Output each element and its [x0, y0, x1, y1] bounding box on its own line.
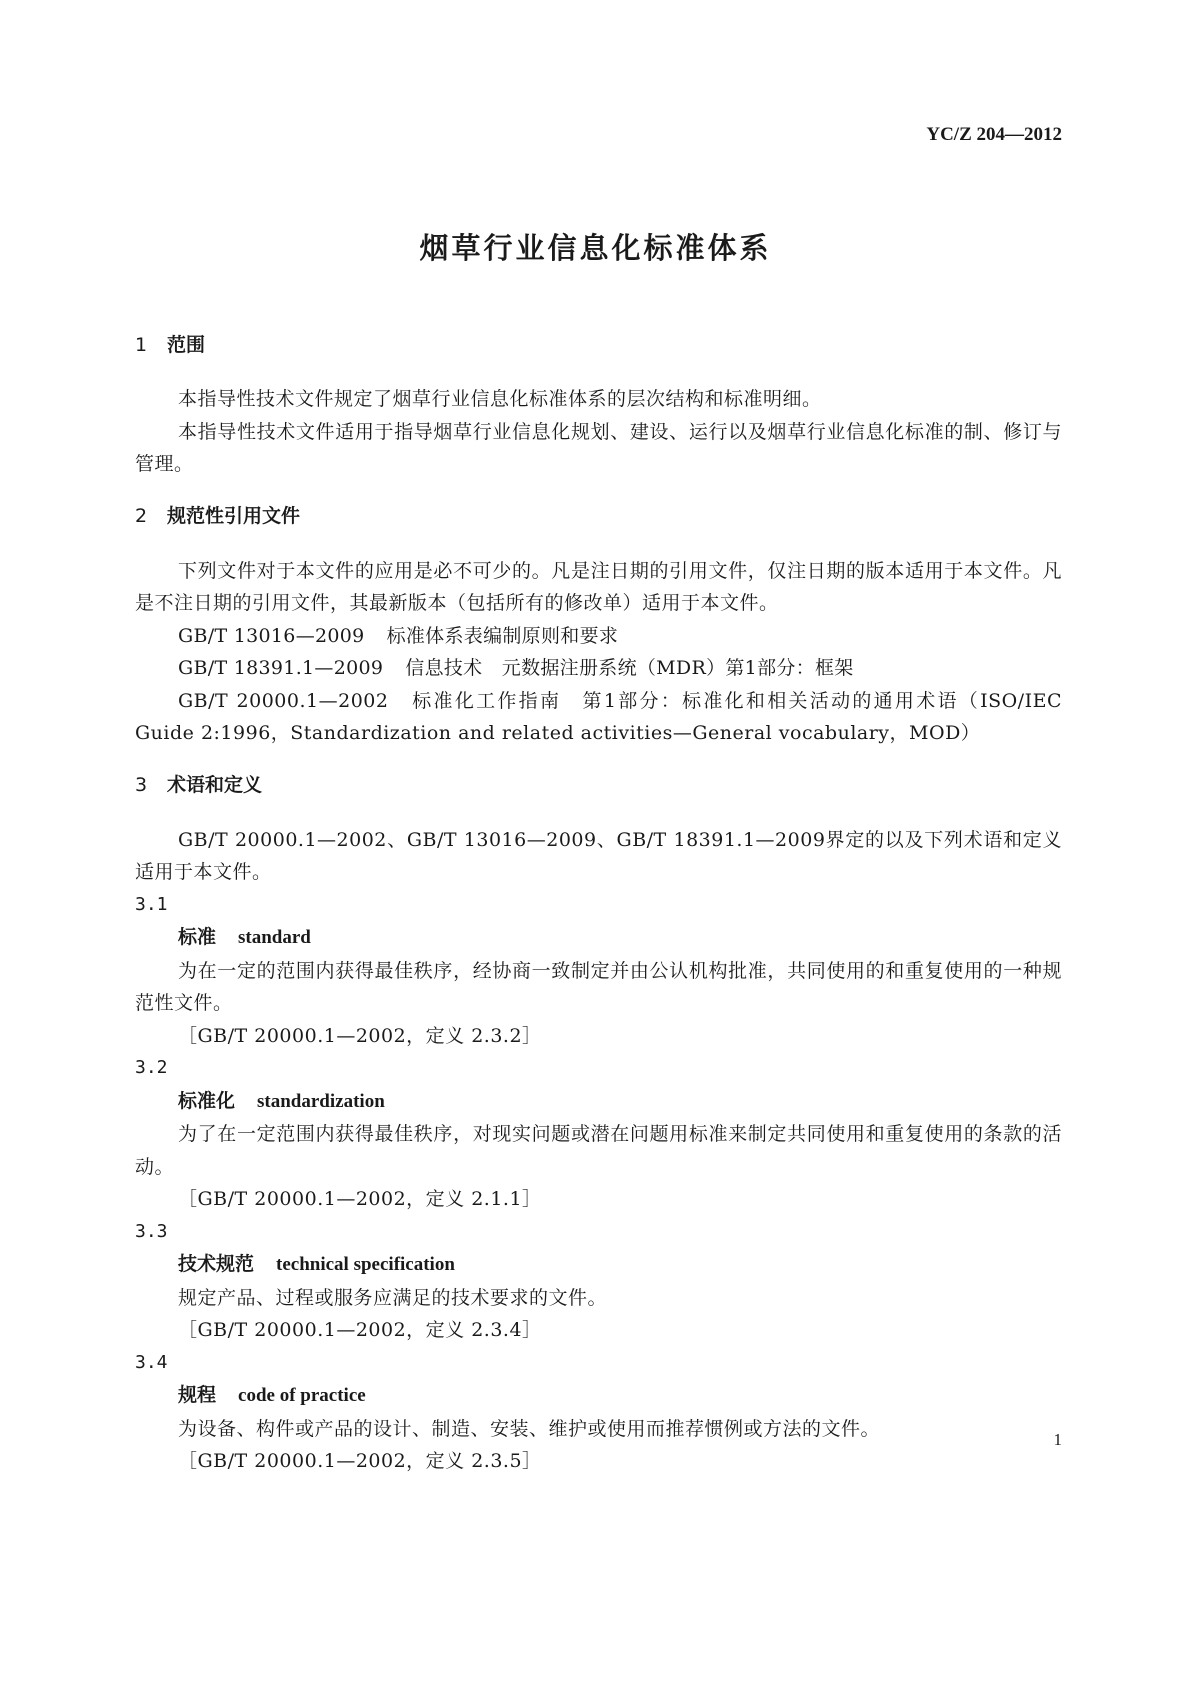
scope-paragraph-2: 本指导性技术文件适用于指导烟草行业信息化规划、建设、运行以及烟草行业信息化标准的制、修订与管理。	[135, 420, 1062, 475]
section-title: 术语和定义	[167, 773, 263, 796]
term-entry	[135, 1216, 1062, 1347]
term-source: ［GB/T 20000.1—2002，定义 2.3.5］	[178, 1450, 542, 1472]
section-3-heading	[135, 770, 1062, 800]
standard-code: YC/Z 204—2012	[926, 124, 1062, 145]
term-entry	[135, 1347, 1062, 1478]
term-name	[135, 1085, 1062, 1119]
term-number: 3.4	[135, 1351, 168, 1373]
term-source: ［GB/T 20000.1—2002，定义 2.3.2］	[178, 1024, 542, 1047]
reference-item	[135, 620, 1062, 653]
reference-item	[135, 685, 1062, 750]
term-definition: 规定产品、过程或服务应满足的技术要求的文件。	[178, 1286, 608, 1309]
term-zh: 标准化	[178, 1089, 236, 1112]
terms-intro: GB/T 20000.1—2002、GB/T 13016—2009、GB/T 18391.1—2009界定的以及下列术语和定义适用于本文件。	[135, 828, 1062, 883]
term-name	[135, 1379, 1062, 1413]
document-body	[135, 330, 1062, 1478]
term-zh: 规程	[178, 1384, 217, 1406]
term-number: 3.2	[135, 1057, 168, 1078]
term-number: 3.1	[135, 893, 168, 915]
term-name	[135, 1248, 1062, 1282]
section-2-heading	[135, 501, 1062, 531]
term-en: technical specification	[276, 1254, 455, 1275]
term-en: standard	[238, 927, 311, 948]
term-entry	[135, 889, 1062, 1053]
section-number: 1	[135, 334, 148, 356]
term-en: code of practice	[238, 1385, 366, 1406]
section-1-heading	[135, 330, 1062, 360]
term-definition: 为设备、构件或产品的设计、制造、安装、维护或使用而推荐惯例或方法的文件。	[178, 1417, 881, 1440]
term-zh: 标准	[178, 926, 217, 948]
term-entry	[135, 1052, 1062, 1216]
term-definition: 为在一定的范围内获得最佳秩序，经协商一致制定并由公认机构批准，共同使用的和重复使用的一种规范性文件。	[135, 959, 1062, 1014]
term-source: ［GB/T 20000.1—2002，定义 2.3.4］	[178, 1319, 542, 1341]
reference-code: GB/T 18391.1—2009	[178, 657, 384, 679]
reference-title: 信息技术 元数据注册系统（MDR）第1部分：框架	[405, 657, 854, 679]
term-en: standardization	[257, 1090, 385, 1112]
reference-item	[135, 652, 1062, 685]
document-title: 烟草行业信息化标准体系	[419, 231, 772, 265]
references-intro: 下列文件对于本文件的应用是必不可少的。凡是注日期的引用文件，仅注日期的版本适用于本文件。凡是不注日期的引用文件，其最新版本（包括所有的修改单）适用于本文件。	[135, 559, 1062, 614]
page-number: 1	[1053, 1430, 1062, 1449]
reference-title: 标准化工作指南 第1部分：标准化和相关活动的通用术语（ISO/IEC Guide 2:1996，Standardization and related activities—General vocabulary，MOD）	[135, 689, 1062, 744]
reference-title: 标准体系表编制原则和要求	[386, 624, 619, 647]
term-number: 3.3	[135, 1220, 168, 1242]
term-definition: 为了在一定范围内获得最佳秩序，对现实问题或潜在问题用标准来制定共同使用和重复使用的条款的活动。	[135, 1123, 1062, 1178]
section-title: 范围	[167, 334, 206, 356]
section-number: 2	[135, 504, 148, 527]
section-title: 规范性引用文件	[167, 504, 301, 527]
term-zh: 技术规范	[178, 1253, 255, 1275]
reference-code: GB/T 13016—2009	[178, 624, 365, 647]
term-source: ［GB/T 20000.1—2002，定义 2.1.1］	[178, 1188, 542, 1210]
section-number: 3	[135, 773, 148, 796]
reference-code: GB/T 20000.1—2002	[178, 689, 389, 712]
term-name	[135, 921, 1062, 955]
scope-paragraph-1: 本指导性技术文件规定了烟草行业信息化标准体系的层次结构和标准明细。	[178, 388, 822, 410]
